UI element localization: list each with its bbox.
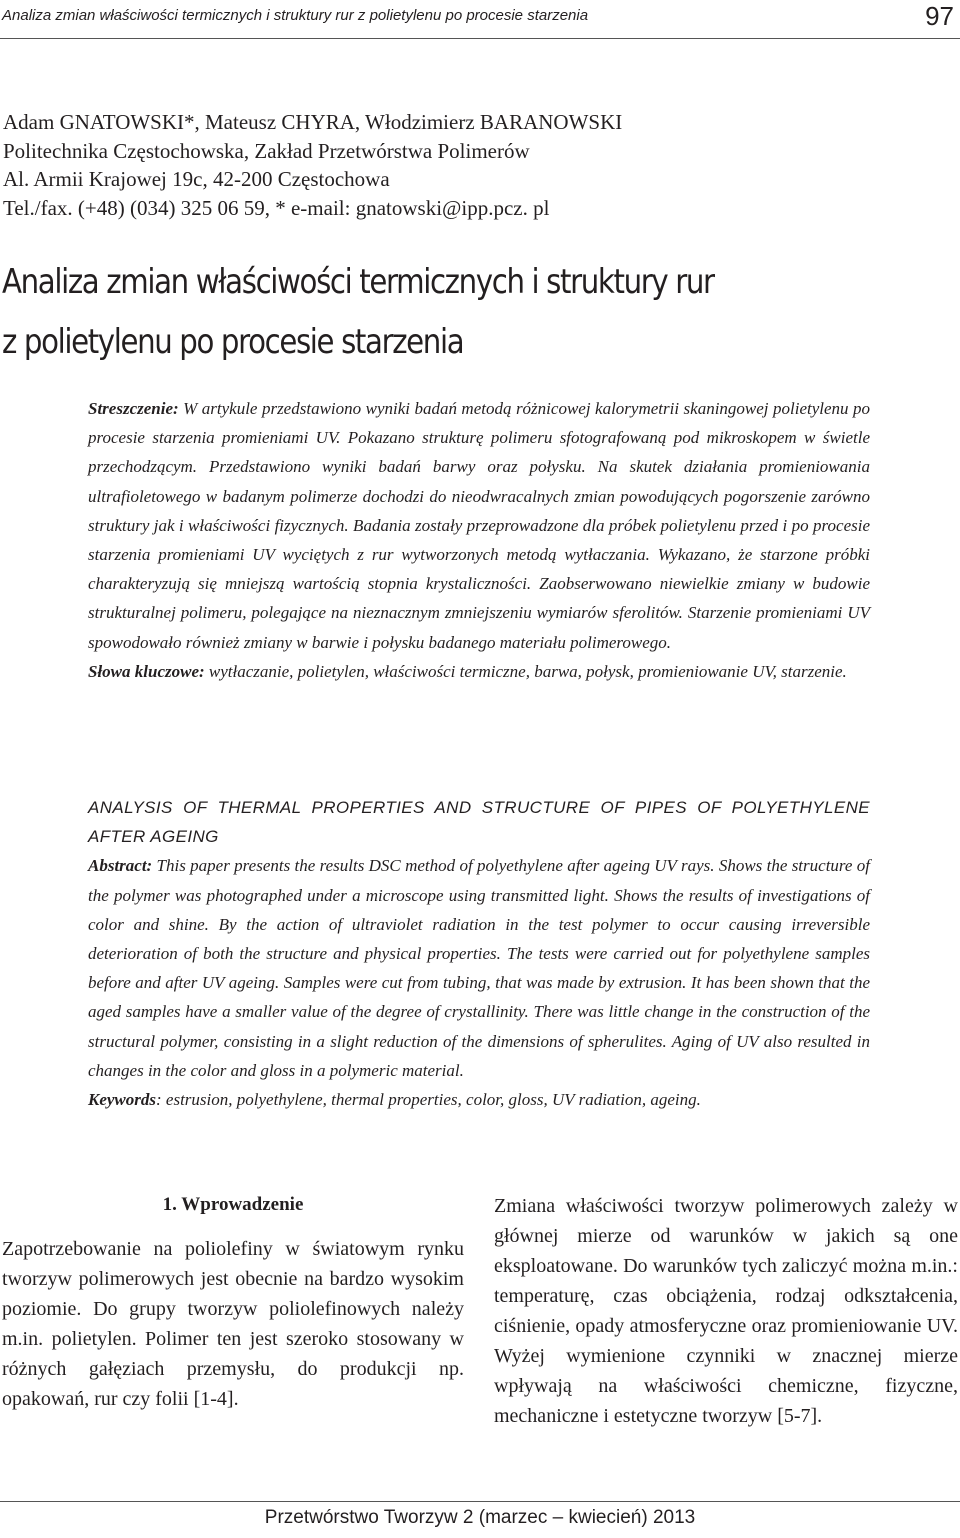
english-title: ANALYSIS OF THERMAL PROPERTIES AND STRUCTURE OF PIPES OF POLYETHYLENE AFTER AGEING xyxy=(88,798,870,847)
footer-divider xyxy=(0,1501,960,1502)
abstract-en-label: Abstract: xyxy=(88,856,153,876)
author-block xyxy=(3,108,622,223)
page-number: 97 xyxy=(925,1,954,31)
author-contact: Tel./fax. (+48) (034) 325 06 59, * e-mail: gnatowski@ipp.pcz. pl xyxy=(3,196,550,221)
author-names: Adam GNATOWSKI*, Mateusz CHYRA, Włodzimierz BARANOWSKI xyxy=(3,110,623,134)
section-heading: 1. Wprowadzenie xyxy=(162,1194,304,1215)
header-divider xyxy=(0,38,960,39)
author-affiliation: Politechnika Częstochowska, Zakład Przetwórstwa Polimerów xyxy=(3,138,530,163)
paper-title xyxy=(2,252,714,372)
running-header-title: Analiza zmian właściwości termicznych i struktury rur z polietylenu po procesie starzenia xyxy=(2,7,589,24)
abstract-en-text: This paper presents the results DSC method of polyethylene after ageing UV rays. Shows the structure of the polymer was photographed under a microscope using transmitted light. Shows the results of investigations of color and shine. By the action of ultraviolet radiation in the test polymer to occur causing irreversible deterioration of both the structure and physical properties. The tests were carried out for polyethylene samples before and after UV ageing. Samples were cut from tubing, that was made by extrusion. It has been shown that the aged samples have a smaller value of the degree of crystallinity. There was little change in the construction of the structural polymer, consisting in a slight reduction of the dimensions of spherulites. Aging of UV also resulted in changes in the color and gloss in a polymeric material. xyxy=(88,856,870,1080)
abstract-pl-text: W artykule przedstawiono wyniki badań metodą różnicowej kalorymetrii skaningowej polietylenu po procesie starzenia promieniami UV. Pokazano strukturę polimeru sfotografowaną pod mikroskopem w świetle przechodzącym. Przedstawiono wyniki badań barwy oraz połysku. Na skutek działania promieniowania ultrafioletowego w badanym polimerze dochodzi do nieodwracalnych zmian powodujących pogorszenie zarówno struktury jak i właściwości fizycznych. Badania zostały przeprowadzone dla próbek polietylenu przed i po procesie starzenia promieniami UV wyciętych z rur wytworzonych metodą wytłaczania. Wykazano, że starzone próbki charakteryzują się mniejszą wartością stopnia krystaliczności. Zaobserwowano niewielkie zmiany w budowie strukturalnej polimeru, polegające na nieznacznym zmniejszeniu wymiarów sferolitów. Starzenie promieniami UV spowodowało również zmiany w barwie i połysku badanego materiału polimerowego. xyxy=(88,399,870,652)
paper-title-line2: z polietylenu po procesie starzenia xyxy=(2,322,464,362)
author-address: Al. Armii Krajowej 19c, 42-200 Częstochowa xyxy=(3,167,390,192)
keywords-pl-text: wytłaczanie, polietylen, właściwości termiczne, barwa, połysk, promieniowanie UV, starzenie. xyxy=(204,661,847,681)
body-column-left xyxy=(2,1190,464,1414)
keywords-en-text: : estrusion, polyethylene, thermal properties, color, gloss, UV radiation, ageing. xyxy=(156,1090,701,1110)
journal-footer: Przetwórstwo Tworzyw 2 (marzec – kwiecień) 2013 xyxy=(264,1507,696,1528)
paragraph-2: Zmiana właściwości tworzyw polimerowych zależy w głównej mierze od warunków w jakich są one eksploatowane. Do warunków tych zaliczyć można m.in.: temperaturę, czas obciążenia, rodzaj odkształcenia, ciśnienie, opady atmosferyczne oraz promieniowanie UV. Wyżej wymienione czynniki w znacznej mierze wpływają na właściwości chemiczne, fizyczne, mechaniczne i estetyczne tworzyw [5-7]. xyxy=(494,1195,958,1427)
paper-title-line1: Analiza zmian właściwości termicznych i struktury rur xyxy=(2,262,714,302)
paragraph-1: Zapotrzebowanie na poliolefiny w światowym rynku tworzyw polimerowych jest obecnie na bardzo wysokim poziomie. Do grupy tworzyw poliolefinowych należy m.in. polietylen. Polimer ten jest szeroko stosowany w różnych gałęziach przemysłu, do produkcji np. opakowań, rur czy folii [1-4]. xyxy=(2,1238,464,1410)
abstract-pl xyxy=(88,394,870,686)
abstract-pl-label: Streszczenie: xyxy=(88,399,179,418)
abstract-en xyxy=(88,793,870,1114)
body-column-right xyxy=(494,1191,958,1431)
keywords-en-label: Keywords xyxy=(88,1090,156,1110)
keywords-pl-label: Słowa kluczowe: xyxy=(88,661,205,681)
